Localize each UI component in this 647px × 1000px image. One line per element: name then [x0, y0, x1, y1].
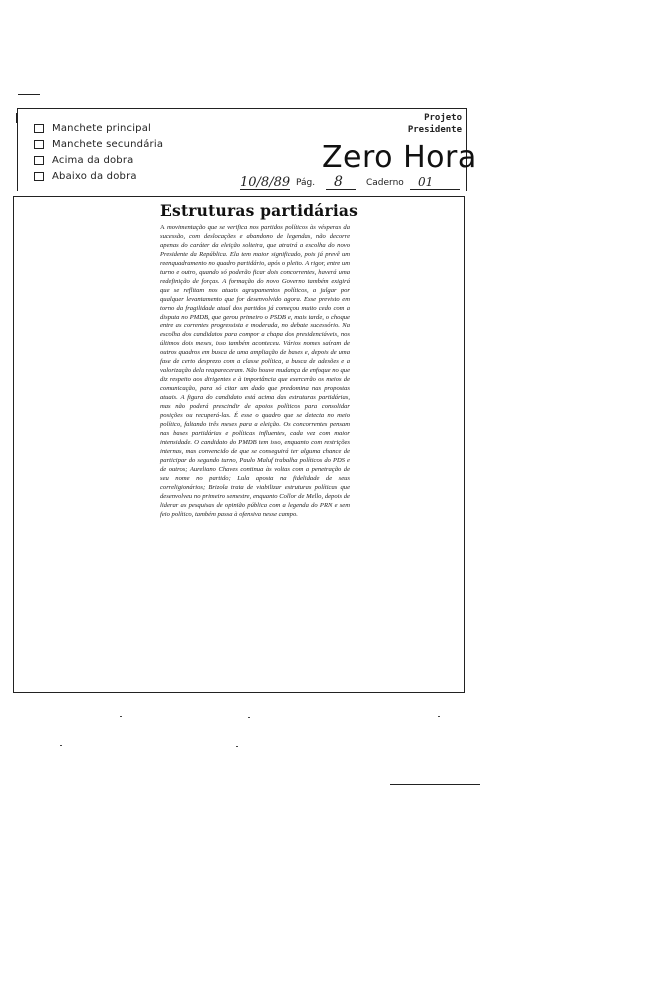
article-headline: Estruturas partidárias [160, 201, 359, 220]
section-value: 01 [418, 175, 434, 189]
newspaper-logo: Zero Hora [322, 140, 477, 175]
margin-rule [390, 784, 480, 785]
date-underline [240, 189, 290, 190]
frame-tick-mark [16, 113, 18, 123]
page-underline [326, 189, 356, 190]
clipping-meta [240, 175, 462, 191]
scan-speck [60, 745, 62, 746]
checklist-item-acima-da-dobra[interactable] [34, 152, 163, 168]
scan-speck [248, 717, 250, 718]
page-label: Pág. [296, 178, 316, 188]
checkbox-icon[interactable] [34, 140, 44, 149]
checklist-label: Manchete principal [52, 122, 152, 134]
checkbox-icon[interactable] [34, 124, 44, 133]
checklist-label: Abaixo da dobra [52, 170, 137, 182]
section-label: Caderno [366, 178, 404, 188]
checklist-item-abaixo-da-dobra[interactable] [34, 168, 163, 184]
checklist-item-manchete-principal[interactable] [34, 120, 163, 136]
scan-speck [120, 716, 122, 717]
checklist-label: Manchete secundária [52, 138, 164, 150]
article [160, 201, 359, 519]
scan-speck [438, 716, 440, 717]
placement-checklist [34, 120, 163, 184]
checklist-label: Acima da dobra [52, 154, 134, 166]
checklist-item-manchete-secundaria[interactable] [34, 136, 163, 152]
section-underline [410, 189, 460, 190]
article-body: A movimentação que se verifica nos partidos políticos às vésperas da sucessão, com deslocações e abandono de legendas, não decorre apenas do caráter da eleição solteira, que atrairá a escolha do novo Presidente da República. Ela tem maior significado, pois já prevê um reenquadramento no quadro partidário, após o pleito. A rigor, entre um turno e outro, quando só poderão ficar dois concorrentes, haverá uma redefinição de forças. A formação do novo Governo também exigirá que se reflitam nos atuais agrupamentos políticos, a julgar por qualquer levantamento que for desenvolvido agora. Esse previsto em torno da fragilidade atual dos partidos já começou muito cedo com a disputa no PMDB, que gerou primeiro o PSDB e, mais tarde, o choque entre as correntes progressista e moderada, no debate sucessório. Na escolha dos candidatos para compor a chapa dos presidenciáveis, nos últimos dois meses, isso também aconteceu. Vários nomes saíram de outros quadros em busca de uma ampliação de bases e, depois de uma fase de certo desprezo com a classe política, a busca de adesões e a valorização dela reapareceram. Não houve mudança de enfoque no que diz respeito aos dirigentes e à importância que exercerão os meios de comunicação, para só citar um dado que predomina nas propostas atuais. A figura do candidato está acima das estruturas partidárias, mas não poderá prescindir de apoios políticos para consolidar posições ou recuperá-las. É esse o quadro que se detecta no meio político, faltando três meses para a eleição. Os concorrentes pensam nas bases partidárias e políticas influentes, cada vez com maior intensidade. O candidato do PMDB tem isso, enquanto com restrições internas, mas convencido de que se conseguirá ter alguma chance de participar do segundo turno, Paulo Maluf trabalha políticos do PDS e de outros; Aureliano Chaves continua às voltas com a penetração de seu nome no partido; Lula aposta na fidelidade de seus correligionários; Brizola trata de viabilizar estruturas políticas que desenvolveu no primeiro semestre, enquanto Collor de Mello, depois de liderar as pesquisas de opinião pública com a legenda do PRN e sem feio político, também passa à ofensiva nesse campo. [160, 224, 350, 518]
project-tag-line2: Presidente [407, 125, 462, 135]
project-tag [408, 112, 462, 136]
scan-speck [236, 746, 238, 747]
project-tag-line1: Projeto [424, 113, 462, 123]
checkbox-icon[interactable] [34, 172, 44, 181]
page-value: 8 [334, 174, 343, 190]
checkbox-icon[interactable] [34, 156, 44, 165]
top-margin-rule [18, 94, 40, 95]
clipping-date: 10/8/89 [240, 175, 291, 190]
